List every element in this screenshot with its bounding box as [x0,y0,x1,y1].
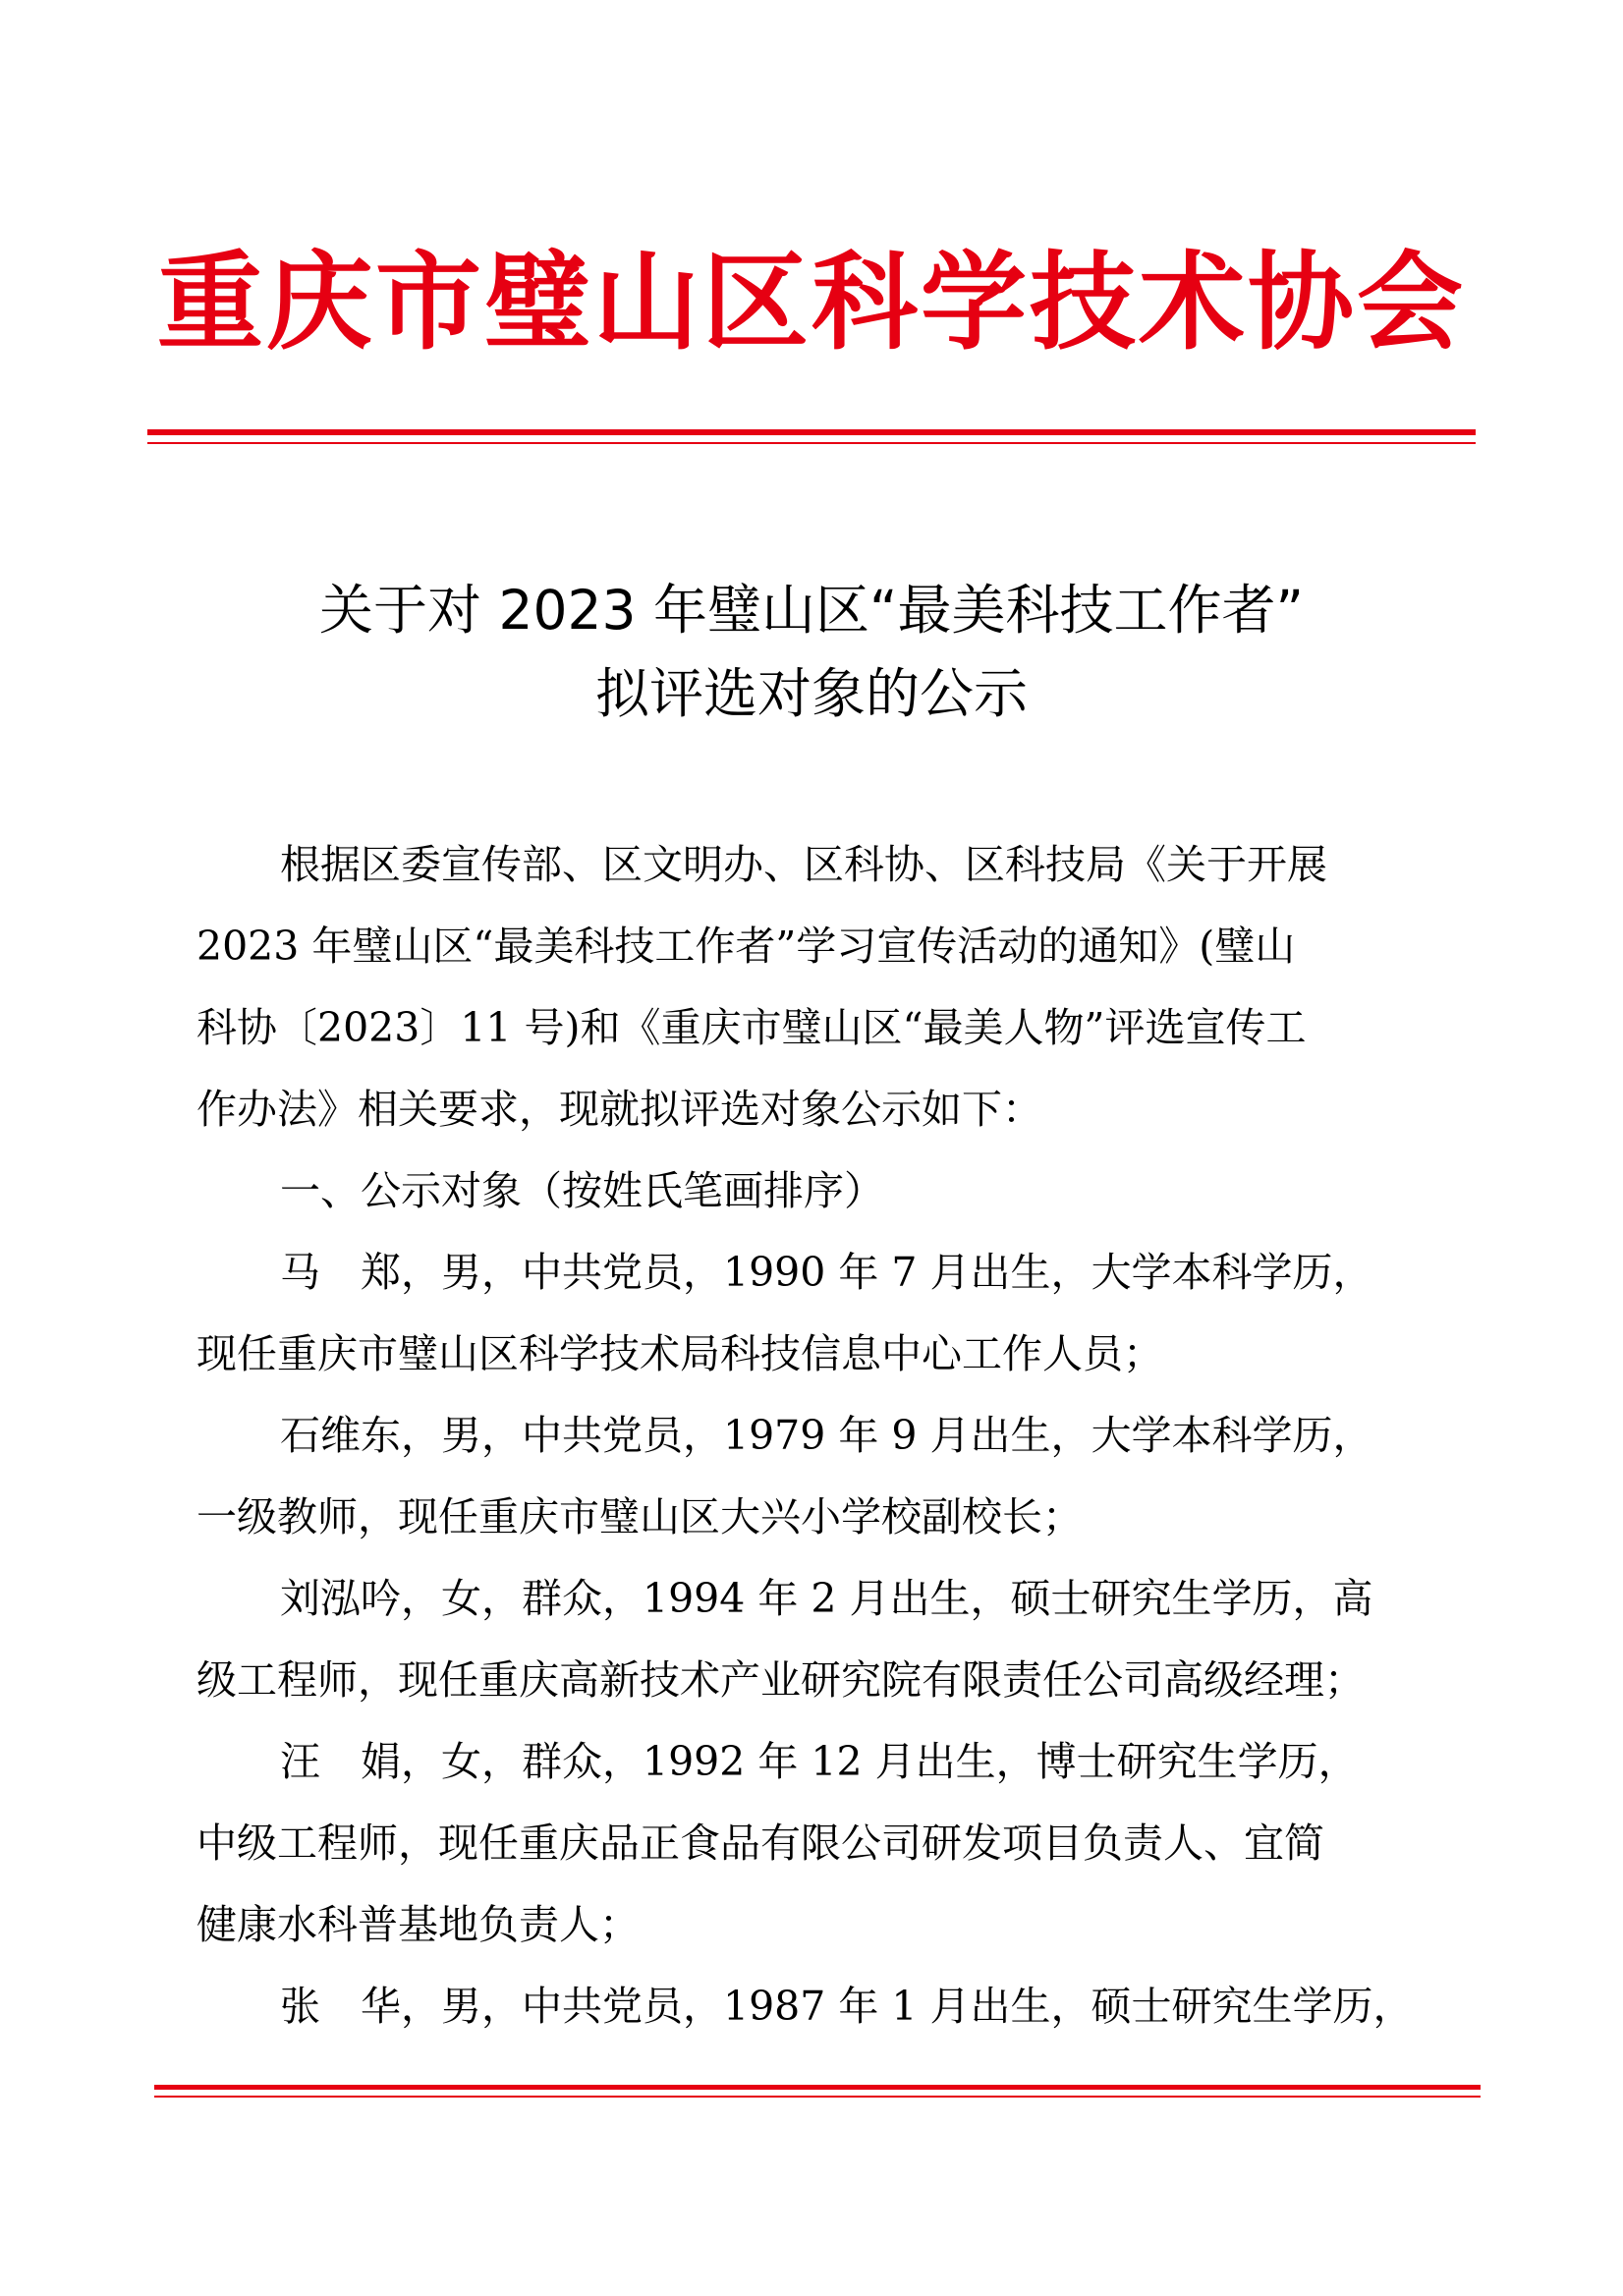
body-line: 刘泓吟，女，群众，1994 年 2 月出生，硕士研究生学历，高 [280,1575,1373,1622]
body-line: 一级教师，现任重庆市璧山区大兴小学校副校长； [196,1493,1083,1540]
body-line: 2023 年璧山区“最美科技工作者”学习宣传活动的通知》(璧山 [196,923,1296,970]
body-line: 中级工程师，现任重庆品正食品有限公司研发项目负责人、宜简 [196,1820,1324,1867]
body-line: 作办法》相关要求，现就拟评选对象公示如下： [196,1086,1042,1133]
footer-rule-thin [154,2096,1481,2098]
section-heading: 一、公示对象（按姓氏笔画排序） [280,1167,884,1214]
body-line: 现任重庆市璧山区科学技术局科技信息中心工作人员； [196,1330,1163,1377]
doc-title-line-1: 关于对 2023 年璧山区“最美科技工作者” [319,579,1304,642]
body-line: 马 郑，男，中共党员，1990 年 7 月出生，大学本科学历， [280,1249,1373,1296]
org-letterhead-title: 重庆市璧山区科学技术协会 [156,241,1466,364]
body-line: 健康水科普基地负责人； [196,1901,640,1948]
body-line: 根据区委宣传部、区文明办、区科协、区科技局《关于开展 [280,841,1327,888]
doc-title-line-2: 拟评选对象的公示 [594,662,1028,725]
footer-rule-thick [154,2085,1481,2090]
body-line: 级工程师，现任重庆高新技术产业研究院有限责任公司高级经理； [196,1656,1365,1704]
header-rule-thick [147,429,1476,435]
header-rule-thin [147,442,1476,444]
body-line: 汪 娟，女，群众，1992 年 12 月出生，博士研究生学历， [280,1738,1359,1785]
body-line: 科协〔2023〕11 号)和《重庆市璧山区“最美人物”评选宣传工 [196,1004,1307,1051]
body-line: 张 华，男，中共党员，1987 年 1 月出生，硕士研究生学历， [280,1983,1414,2030]
body-line: 石维东，男，中共党员，1979 年 9 月出生，大学本科学历， [280,1412,1373,1459]
